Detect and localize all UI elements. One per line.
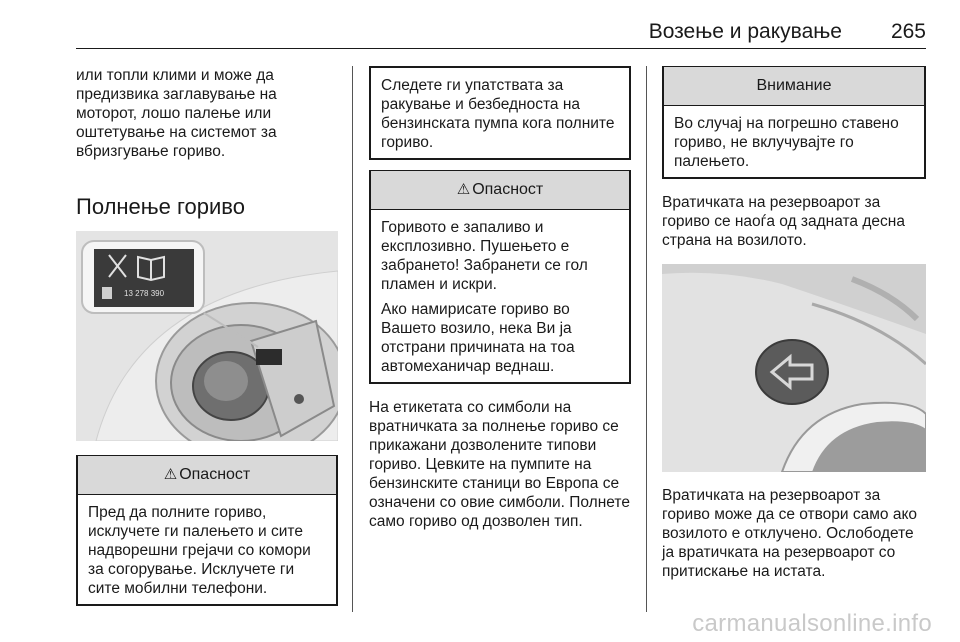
warning-triangle-icon: ⚠ [456,181,471,198]
caution-box-body [664,106,924,177]
warning-triangle-icon: ⚠ [163,466,178,483]
danger-text-1: Горивото е запаливо и експлозивно. Пушењето е забрането! Забранети се гол пламен и искри. [381,219,588,293]
caution-box-header [664,66,924,106]
vehicle-side-illustration [662,264,926,472]
danger-box-2-title: Опасност [472,181,544,198]
caution-box [662,66,926,179]
caution-text: Во случај на погрешно ставено гориво, не вклучувајте го палењето. [674,115,899,170]
danger-box [76,455,338,606]
header-title: Возење и ракување [648,20,842,43]
notice-box-body [371,68,629,158]
vehicle-fuel-door-image [662,264,926,472]
danger-box-title: Опасност [179,466,251,483]
notice-box [369,66,631,160]
section-heading: Полнење гориво [76,194,245,219]
fuel-door-image [76,231,338,441]
header-rule [76,48,926,49]
image-part-number: 13 278 390 [124,289,165,298]
page-number: 265 [890,20,926,43]
fuel-door-illustration [76,231,338,441]
danger-box-2 [369,170,631,384]
caution-box-title: Внимание [756,77,832,94]
danger-text-2: Ако намирисате гориво во Вашето возило, нека Ви ја отстрани причината на тоа автомеханичар веднаш. [381,301,575,375]
danger-box-body [78,495,336,604]
column-divider [352,66,353,612]
fuel-label-paragraph: На етикетата со симболи на вратничката за полнење гориво се прикажани дозволените типови гориво. Цевките на пумпите на бензинските станици во Европа се означени со овие симболи. Полнете само гориво од дозволен тип. [369,399,630,530]
fuel-door-opening-paragraph: Вратичката на резервоарот за гориво може да се отвори само ако возилото е отклучено. Ослободете ја вратичката на резервоарот со притискање на истата. [662,487,918,580]
danger-text: Пред да полните гориво, исклучете ги палењето и сите надворешни грејачи со комори за согорување. Исклучете ги сите мобилни телефони. [88,504,311,597]
danger-box-2-header [371,170,629,210]
fuel-door-location-paragraph: Вратичката на резервоарот за гориво се наоѓа од задната десна страна на возилото. [662,194,905,249]
notice-text: Следете ги упатствата за ракување и безбедноста на бензинската пумпа кога полните гориво. [381,77,615,151]
column-divider [646,66,647,612]
danger-box-header [78,455,336,495]
intro-paragraph: или топли клими и може да предизвика заглавување на моторот, лошо палење или оштетување на системот за вбризгување гориво. [76,67,277,160]
watermark: carmanualsonline.info [692,610,932,637]
column-2 [369,66,631,531]
column-1 [76,66,338,606]
danger-box-2-body [371,210,629,382]
column-3 [662,66,926,581]
